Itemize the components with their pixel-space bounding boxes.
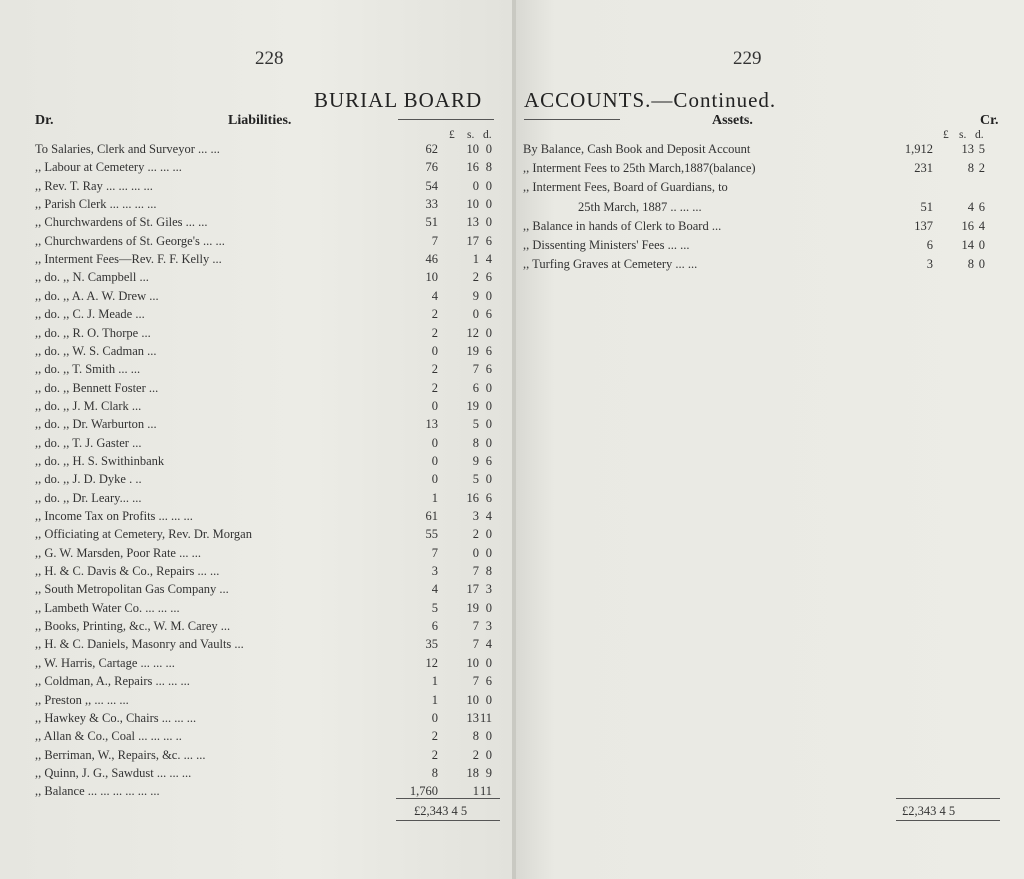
row-amount-pounds: 51 [425,215,438,230]
row-amount-pounds: 3 [926,257,933,272]
row-amount-pounds: 1 [431,674,438,689]
liability-row [0,417,514,434]
total-rule-bottom-right [896,820,1000,821]
row-amount-pounds: 10 [425,270,438,285]
row-amount-pence: 8 [485,564,492,579]
row-amount-pence: 0 [978,257,985,272]
liability-row [0,729,514,746]
row-amount-shillings: 10 [466,197,479,212]
row-amount-pence: 0 [485,472,492,487]
total-rule-top-right [896,798,1000,799]
row-description: ,, Dissenting Ministers' Fees ... ... [523,238,690,252]
row-amount-pounds: 231 [914,161,933,176]
row-amount-pence: 6 [485,307,492,322]
liability-row [0,509,514,526]
header-rule-left [398,119,494,120]
row-amount-pence: 3 [485,619,492,634]
liability-row [0,454,514,471]
row-amount-pence: 4 [485,509,492,523]
row-amount-shillings: 8 [472,729,479,744]
row-amount-pounds: 4 [431,582,438,597]
row-amount-pence: 4 [978,218,985,233]
liability-row [0,564,514,581]
row-amount-shillings: 19 [466,600,479,615]
row-description: ,, do. ,, Dr. Leary... ... [35,490,142,505]
liabilities-heading: Liabilities. [228,113,292,128]
row-amount-shillings: 19 [466,398,479,413]
row-amount-pence: 11 [480,710,493,725]
row-amount-shillings: 6 [472,380,479,395]
row-description: ,, Interment Fees, Board of Guardians, to [523,180,728,195]
row-amount-pounds: 6 [431,619,438,634]
row-description: ,, Rev. T. Ray ... ... ... ... [35,178,153,193]
row-description: ,, Allan & Co., Coal ... ... ... .. [35,729,182,744]
row-description: ,, H. & C. Daniels, Masonry and Vaults ... [35,637,244,652]
row-description: ,, do. ,, J. M. Clark ... [35,398,142,413]
row-description: ,, do. ,, T. J. Gaster ... [35,435,142,450]
row-amount-pounds: 0 [431,435,438,450]
row-description: ,, do. ,, C. J. Meade ... [35,307,145,322]
row-amount-pounds: 55 [425,527,438,542]
row-amount-shillings: 2 [472,527,479,542]
row-amount-pounds: 0 [431,453,438,468]
row-amount-pence: 0 [485,747,492,762]
liability-row [0,527,514,544]
col-s-right: s. [959,129,967,141]
row-description: ,, Coldman, A., Repairs ... ... ... [35,674,190,689]
row-amount-pounds: 3 [431,564,438,579]
row-amount-pence: 8 [485,160,492,175]
row-amount-pence: 0 [485,545,492,560]
row-description: ,, do. ,, T. Smith ... ... [35,362,141,377]
row-amount-pounds: 4 [431,288,438,303]
row-amount-pence: 0 [485,527,492,542]
row-description: By Balance, Cash Book and Deposit Account [523,142,751,156]
liability-row [0,546,514,563]
row-amount-pence: 0 [485,600,492,615]
row-amount-shillings: 2 [472,270,479,285]
row-amount-pounds: 2 [431,380,438,395]
row-amount-pounds: 2 [431,362,438,377]
row-description: ,, do. ,, Bennett Foster ... [35,380,159,395]
row-amount-pence: 0 [485,288,492,303]
row-amount-pounds: 2 [431,747,438,762]
asset-row [0,161,1024,178]
row-amount-shillings: 17 [466,582,479,597]
row-amount-pounds: 51 [920,199,933,214]
row-amount-pence: 0 [978,238,985,252]
row-amount-shillings: 3 [472,509,479,523]
row-description: ,, Quinn, J. G., Sawdust ... ... ... [35,765,192,780]
row-amount-pence: 0 [485,215,492,230]
row-description: ,, H. & C. Davis & Co., Repairs ... ... [35,564,220,579]
row-amount-shillings: 5 [472,417,479,432]
row-amount-pence: 6 [485,270,492,285]
row-amount-pence: 2 [978,161,985,176]
row-description: ,, do. ,, A. A. W. Drew ... [35,288,159,303]
liability-row [0,362,514,379]
row-description: ,, Income Tax on Profits ... ... ... [35,509,193,523]
row-description: ,, Interment Fees to 25th March,1887(balance) [523,161,756,176]
page-number-left: 228 [255,48,284,69]
row-amount-pence: 6 [485,343,492,358]
row-amount-pence: 0 [485,380,492,395]
row-amount-pounds: 54 [425,178,438,193]
row-description: ,, do. ,, N. Campbell ... [35,270,149,285]
row-amount-shillings: 13 [466,710,479,725]
row-amount-pounds: 0 [431,472,438,487]
row-description: ,, Hawkey & Co., Chairs ... ... ... [35,710,197,725]
row-description: 25th March, 1887 .. ... ... [578,199,702,214]
asset-row [0,142,1024,159]
liability-row [0,381,514,398]
row-amount-shillings: 0 [472,178,479,193]
row-amount-shillings: 8 [967,257,974,272]
liability-row [0,766,514,783]
row-description: ,, do. ,, W. S. Cadman ... [35,343,157,358]
row-amount-pounds: 46 [425,252,438,267]
asset-row [0,180,1024,197]
row-amount-shillings: 9 [472,288,479,303]
row-amount-shillings: 8 [472,435,479,450]
row-description: To Salaries, Clerk and Surveyor ... ... [35,142,220,156]
col-pound-left: £ [449,129,455,141]
row-amount-pence: 0 [485,197,492,212]
row-amount-pence: 0 [485,398,492,413]
row-amount-pence: 0 [485,692,492,707]
row-amount-pounds: 2 [431,325,438,340]
row-amount-pounds: 5 [431,600,438,615]
row-amount-shillings: 4 [967,199,974,214]
row-amount-pounds: 1,760 [409,784,438,799]
row-amount-pounds: 62 [425,142,438,156]
cr-label: Cr. [980,113,999,128]
row-amount-pence: 5 [978,142,985,156]
row-amount-shillings: 10 [466,142,479,156]
row-description: ,, do. ,, J. D. Dyke . .. [35,472,142,487]
col-d-right: d. [975,129,984,141]
asset-row [0,257,1024,274]
row-amount-shillings: 5 [472,472,479,487]
row-description: ,, Preston ,, ... ... ... [35,692,129,707]
row-amount-pence: 0 [485,435,492,450]
liability-row [0,491,514,508]
asset-row [0,200,1024,217]
row-amount-pence: 0 [485,417,492,432]
row-amount-pence: 0 [485,178,492,193]
row-amount-shillings: 1 [472,784,479,799]
row-amount-shillings: 10 [466,655,479,670]
row-description: ,, Balance ... ... ... ... ... ... [35,784,160,799]
row-description: ,, Interment Fees—Rev. F. F. Kelly ... [35,252,222,267]
row-amount-pounds: 2 [431,729,438,744]
row-amount-pence: 4 [485,252,492,267]
col-s-left: s. [467,129,475,141]
row-amount-shillings: 7 [472,362,479,377]
row-amount-pence: 0 [485,142,492,156]
row-amount-shillings: 7 [472,674,479,689]
row-amount-pounds: 0 [431,710,438,725]
row-amount-shillings: 2 [472,747,479,762]
row-amount-shillings: 16 [961,218,974,233]
total-rule-bottom-left [396,820,500,821]
row-amount-pence: 6 [485,453,492,468]
row-amount-pounds: 1 [431,490,438,505]
liability-row [0,601,514,618]
row-description: ,, Balance in hands of Clerk to Board ... [523,218,722,233]
row-amount-shillings: 16 [466,160,479,175]
asset-row [0,238,1024,255]
row-amount-pence: 0 [485,729,492,744]
row-amount-pounds: 8 [431,765,438,780]
row-amount-pounds: 7 [431,233,438,248]
liability-row [0,582,514,599]
asset-row [0,219,1024,236]
assets-heading: Assets. [712,113,753,128]
liability-row [0,307,514,324]
row-amount-shillings: 16 [466,490,479,505]
title-left: BURIAL BOARD [314,88,483,112]
liability-row [0,289,514,306]
row-amount-shillings: 13 [466,215,479,230]
row-amount-pounds: 2 [431,307,438,322]
row-amount-shillings: 19 [466,343,479,358]
liability-row [0,344,514,361]
row-amount-shillings: 1 [472,252,479,267]
liability-row [0,637,514,654]
row-amount-pence: 6 [485,490,492,505]
row-amount-pounds: 13 [425,417,438,432]
row-amount-shillings: 17 [466,233,479,248]
row-amount-shillings: 10 [466,692,479,707]
liabilities-total: £2,343 4 5 [414,804,468,818]
row-amount-pounds: 12 [425,655,438,670]
row-description: ,, Churchwardens of St. George's ... ... [35,233,225,248]
row-amount-pence: 6 [485,362,492,377]
row-description: ,, W. Harris, Cartage ... ... ... [35,655,175,670]
liability-row [0,472,514,489]
assets-total: £2,343 4 5 [902,804,956,818]
row-amount-pence: 6 [485,233,492,248]
row-description: ,, Officiating at Cemetery, Rev. Dr. Morgan [35,527,252,542]
row-amount-pounds: 76 [425,160,438,175]
row-description: ,, do. ,, R. O. Thorpe ... [35,325,151,340]
row-amount-shillings: 7 [472,637,479,652]
row-amount-shillings: 14 [961,238,974,252]
row-amount-shillings: 7 [472,564,479,579]
row-amount-pence: 4 [485,637,492,652]
row-amount-shillings: 18 [466,765,479,780]
title-right: ACCOUNTS.—Continued. [524,88,777,112]
row-description: ,, Lambeth Water Co. ... ... ... [35,600,180,615]
row-amount-pounds: 1 [431,692,438,707]
liability-row [0,748,514,765]
row-amount-pence: 6 [978,199,985,214]
row-amount-pounds: 0 [431,343,438,358]
page-number-right: 229 [733,48,762,69]
row-amount-pence: 0 [485,655,492,670]
row-amount-pounds: 7 [431,545,438,560]
liability-row [0,399,514,416]
row-description: ,, G. W. Marsden, Poor Rate ... ... [35,545,201,560]
row-amount-shillings: 12 [466,325,479,340]
liability-row [0,436,514,453]
row-description: ,, Berriman, W., Repairs, &c. ... ... [35,747,206,762]
row-description: ,, do. ,, H. S. Swithinbank [35,453,165,468]
row-amount-shillings: 7 [472,619,479,634]
row-amount-shillings: 8 [967,161,974,176]
row-amount-shillings: 13 [961,142,974,156]
row-amount-pounds: 137 [914,218,933,233]
row-amount-pounds: 6 [926,238,933,252]
row-description: ,, Turfing Graves at Cemetery ... ... [523,257,698,272]
liability-row [0,711,514,728]
col-d-left: d. [483,129,492,141]
row-amount-pence: 3 [485,582,492,597]
liability-row [0,326,514,343]
row-amount-pounds: 61 [425,509,438,523]
row-amount-pence: 0 [485,325,492,340]
row-amount-shillings: 0 [472,307,479,322]
row-amount-pounds: 1,912 [904,142,933,156]
header-rule-right [524,119,620,120]
row-amount-shillings: 0 [472,545,479,560]
row-amount-pence: 9 [485,765,492,780]
liability-row [0,693,514,710]
row-description: ,, Churchwardens of St. Giles ... ... [35,215,208,230]
row-description: ,, Labour at Cemetery ... ... ... [35,160,182,175]
row-amount-pounds: 33 [425,197,438,212]
row-amount-pence: 11 [480,784,493,799]
dr-label: Dr. [35,113,54,128]
col-pound-right: £ [943,129,949,141]
row-amount-pounds: 35 [425,637,438,652]
row-description: ,, do. ,, Dr. Warburton ... [35,417,157,432]
row-description: ,, South Metropolitan Gas Company ... [35,582,229,597]
row-description: ,, Books, Printing, &c., W. M. Carey ... [35,619,231,634]
row-description: ,, Parish Clerk ... ... ... ... [35,197,157,212]
total-rule-top-left [396,798,500,799]
row-amount-shillings: 9 [472,453,479,468]
liability-row [0,656,514,673]
row-amount-pounds: 0 [431,398,438,413]
row-amount-pence: 6 [485,674,492,689]
liability-row [0,674,514,691]
liability-row [0,619,514,636]
